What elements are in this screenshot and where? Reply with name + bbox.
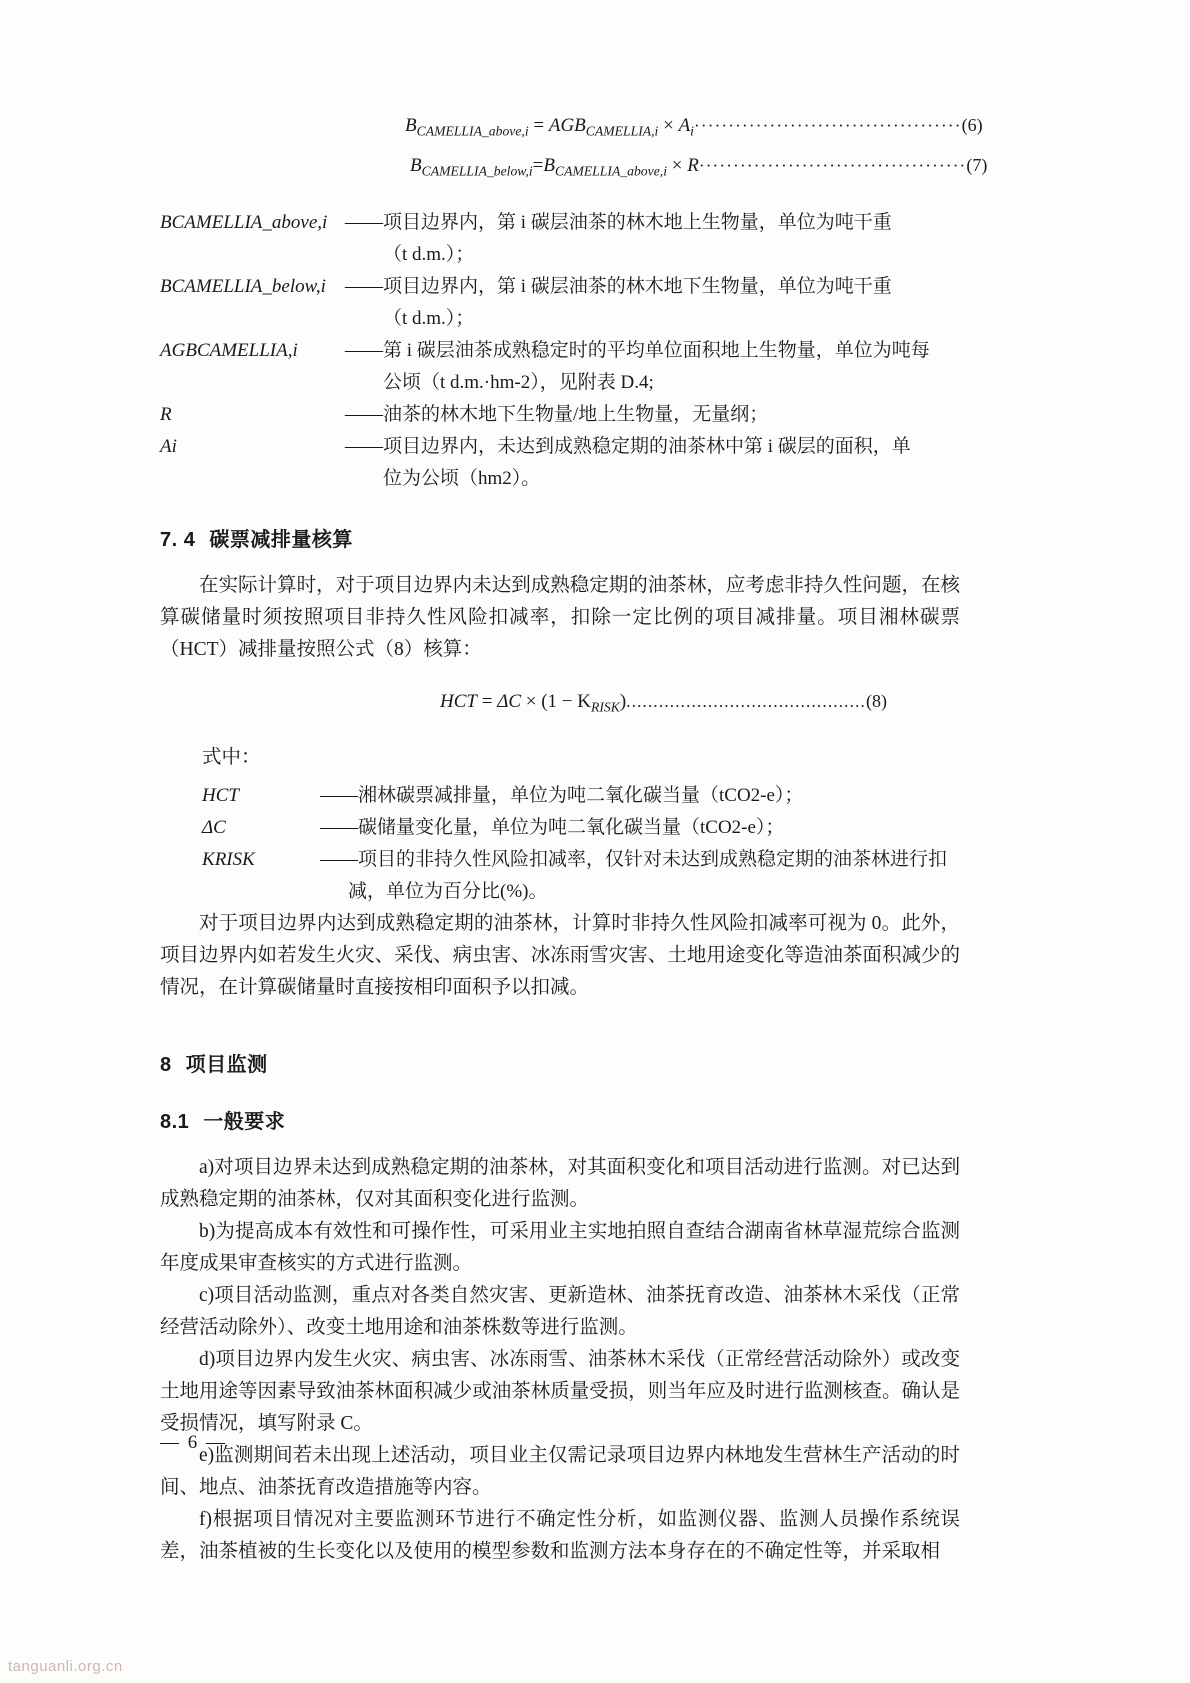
definition-description: [320, 780, 960, 812]
formula-7-number: (7): [966, 155, 988, 176]
definition-desc-line1: ——油茶的林木地下生物量/地上生物量，无量纲；: [345, 403, 769, 425]
section-number: 8.1: [160, 1111, 190, 1134]
definition-desc-line2: （t d.m.）；: [383, 307, 475, 329]
section-number: 7. 4: [160, 528, 196, 551]
formula-7: [160, 148, 988, 188]
definition-row: [160, 399, 960, 431]
section-heading-8-1: [160, 1105, 960, 1134]
definition-desc-line2: 公顷（t d.m.·hm-2），见附表 D.4;: [383, 371, 654, 393]
definition-term: BCAMELLIA_above,i: [160, 211, 328, 233]
page-number: — 6 —: [160, 1432, 227, 1453]
definition-row: [160, 431, 960, 495]
definition-row: [202, 812, 960, 844]
definition-description: [345, 431, 960, 495]
definition-desc-line1: ——第 i 碳层油茶成熟稳定时的平均单位面积地上生物量，单位为吨每: [345, 339, 930, 361]
definition-description: [345, 399, 960, 431]
where-label: 式中：: [202, 747, 261, 769]
definition-desc-line2: （t d.m.）；: [383, 243, 475, 265]
definition-term: Ai: [160, 435, 177, 457]
formula-group-8: [160, 684, 960, 724]
definition-desc-line1: ——项目边界内，第 i 碳层油茶的林木地下生物量，单位为吨干重: [345, 275, 892, 297]
formula-6-expression: $B_{CAMELLIA\_above,i} = AGB_{CAMELLIA,i} \times A_i$: [405, 115, 694, 139]
section-heading-7-4: [160, 523, 960, 552]
definition-term: R: [160, 403, 172, 425]
page-content: [160, 108, 988, 1568]
definition-desc-line1: ——项目的非持久性风险扣减率，仅针对未达到成熟稳定期的油茶林进行扣: [320, 849, 948, 871]
formula-group-6-7: [160, 108, 988, 189]
definition-term: ΔC: [202, 817, 226, 839]
formula-6-number: (6): [961, 115, 983, 135]
list-item-e: e)监测期间若未出现上述活动，项目业主仅需记录项目边界内林地发生营林生产活动的时间、地点、油茶抚育改造措施等内容。: [160, 1445, 960, 1499]
formula-6-leader: ·······································: [693, 116, 962, 135]
definition-description: [320, 812, 960, 844]
section-title: 项目监测: [185, 1054, 268, 1077]
definition-term: KRISK: [202, 849, 255, 871]
definition-description: [345, 271, 960, 335]
definition-term: AGBCAMELLIA,i: [160, 339, 298, 361]
definition-term: BCAMELLIA_below,i: [160, 275, 326, 297]
paragraph-after-definitions: 对于项目边界内达到成熟稳定期的油茶林，计算时非持久性风险扣减率可视为 0。此外，项目边界内如若发生火灾、采伐、病虫害、冰冻雨雪灾害、土地用途变化等造油茶面积减少的情况，在计算碳储量时直接按相印面积予以扣减。: [160, 913, 960, 999]
definition-term: HCT: [202, 785, 239, 807]
formula-7-leader: ·······································: [698, 156, 967, 176]
definition-desc-line1: ——项目边界内，第 i 碳层油茶的林木地上生物量，单位为吨干重: [345, 211, 892, 233]
formula-8-number: (8): [866, 690, 887, 711]
section-title: 碳票减排量核算: [209, 528, 353, 551]
definition-row: [160, 271, 960, 335]
definition-row: [160, 207, 960, 271]
formula-8-expression: HCT = $\Delta C \times (1 - K_{RISK})$: [440, 690, 627, 715]
formula-8-leader: ............................................: [626, 691, 866, 711]
list-item-c: c)项目活动监测，重点对各类自然灾害、更新造林、油茶抚育改造、油茶林木采伐（正常经营活动除外）、改变土地用途和油茶株数等进行监测。: [160, 1285, 960, 1339]
list-item-a: a)对项目边界未达到成熟稳定期的油茶林，对其面积变化和项目活动进行监测。对已达到成熟稳定期的油茶林，仅对其面积变化进行监测。: [160, 1157, 960, 1211]
definition-list-formula-6-7: [160, 207, 960, 495]
section-heading-8: [160, 1048, 960, 1077]
section-title: 一般要求: [203, 1111, 286, 1134]
formula-7-expression: $B_{CAMELLIA\_below,i}=B_{CAMELLIA\_above,i} \times R$: [410, 155, 699, 179]
definition-description: [345, 207, 960, 271]
definition-description: [345, 335, 960, 399]
formula-8: [160, 684, 960, 724]
definition-desc-line1: ——湘林碳票减排量，单位为吨二氧化碳当量（tCO2-e）；: [320, 785, 804, 807]
definition-desc-line1: ——碳储量变化量，单位为吨二氧化碳当量（tCO2-e）；: [320, 817, 785, 839]
list-item-f: f)根据项目情况对主要监测环节进行不确定性分析，如监测仪器、监测人员操作系统误差，油茶植被的生长变化以及使用的模型参数和监测方法本身存在的不确定性等，并采取相: [160, 1509, 960, 1563]
definition-desc-line2: 位为公顷（hm2）。: [383, 467, 541, 489]
definition-desc-line1: ——项目边界内，未达到成熟稳定期的油茶林中第 i 碳层的面积，单: [345, 435, 911, 457]
definition-list-formula-8: [160, 780, 960, 908]
list-item-b: b)为提高成本有效性和可操作性，可采用业主实地拍照自查结合湖南省林草湿荒综合监测年度成果审查核实的方式进行监测。: [160, 1221, 960, 1275]
section-7-4-paragraph: 在实际计算时，对于项目边界内未达到成熟稳定期的油茶林，应考虑非持久性问题，在核算碳储量时须按照项目非持久性风险扣减率，扣除一定比例的项目减排量。项目湘林碳票（HCT）减排量按照公式（8）核算：: [160, 574, 960, 660]
list-item-d: d)项目边界内发生火灾、病虫害、冰冻雨雪、油茶林木采伐（正常经营活动除外）或改变土地用途等因素导致油茶林面积减少或油茶林质量受损，则当年应及时进行监测核查。确认是受损情况，填写附录 C。: [160, 1349, 960, 1435]
definition-description: [320, 844, 960, 908]
watermark: tanguanli.org.cn: [8, 1658, 123, 1675]
definition-row: [202, 844, 960, 908]
definition-row: [202, 780, 960, 812]
definition-row: [160, 335, 960, 399]
section-number: 8: [160, 1054, 172, 1077]
formula-6: [160, 108, 983, 148]
definition-desc-line2: 减，单位为百分比(%)。: [348, 881, 548, 903]
